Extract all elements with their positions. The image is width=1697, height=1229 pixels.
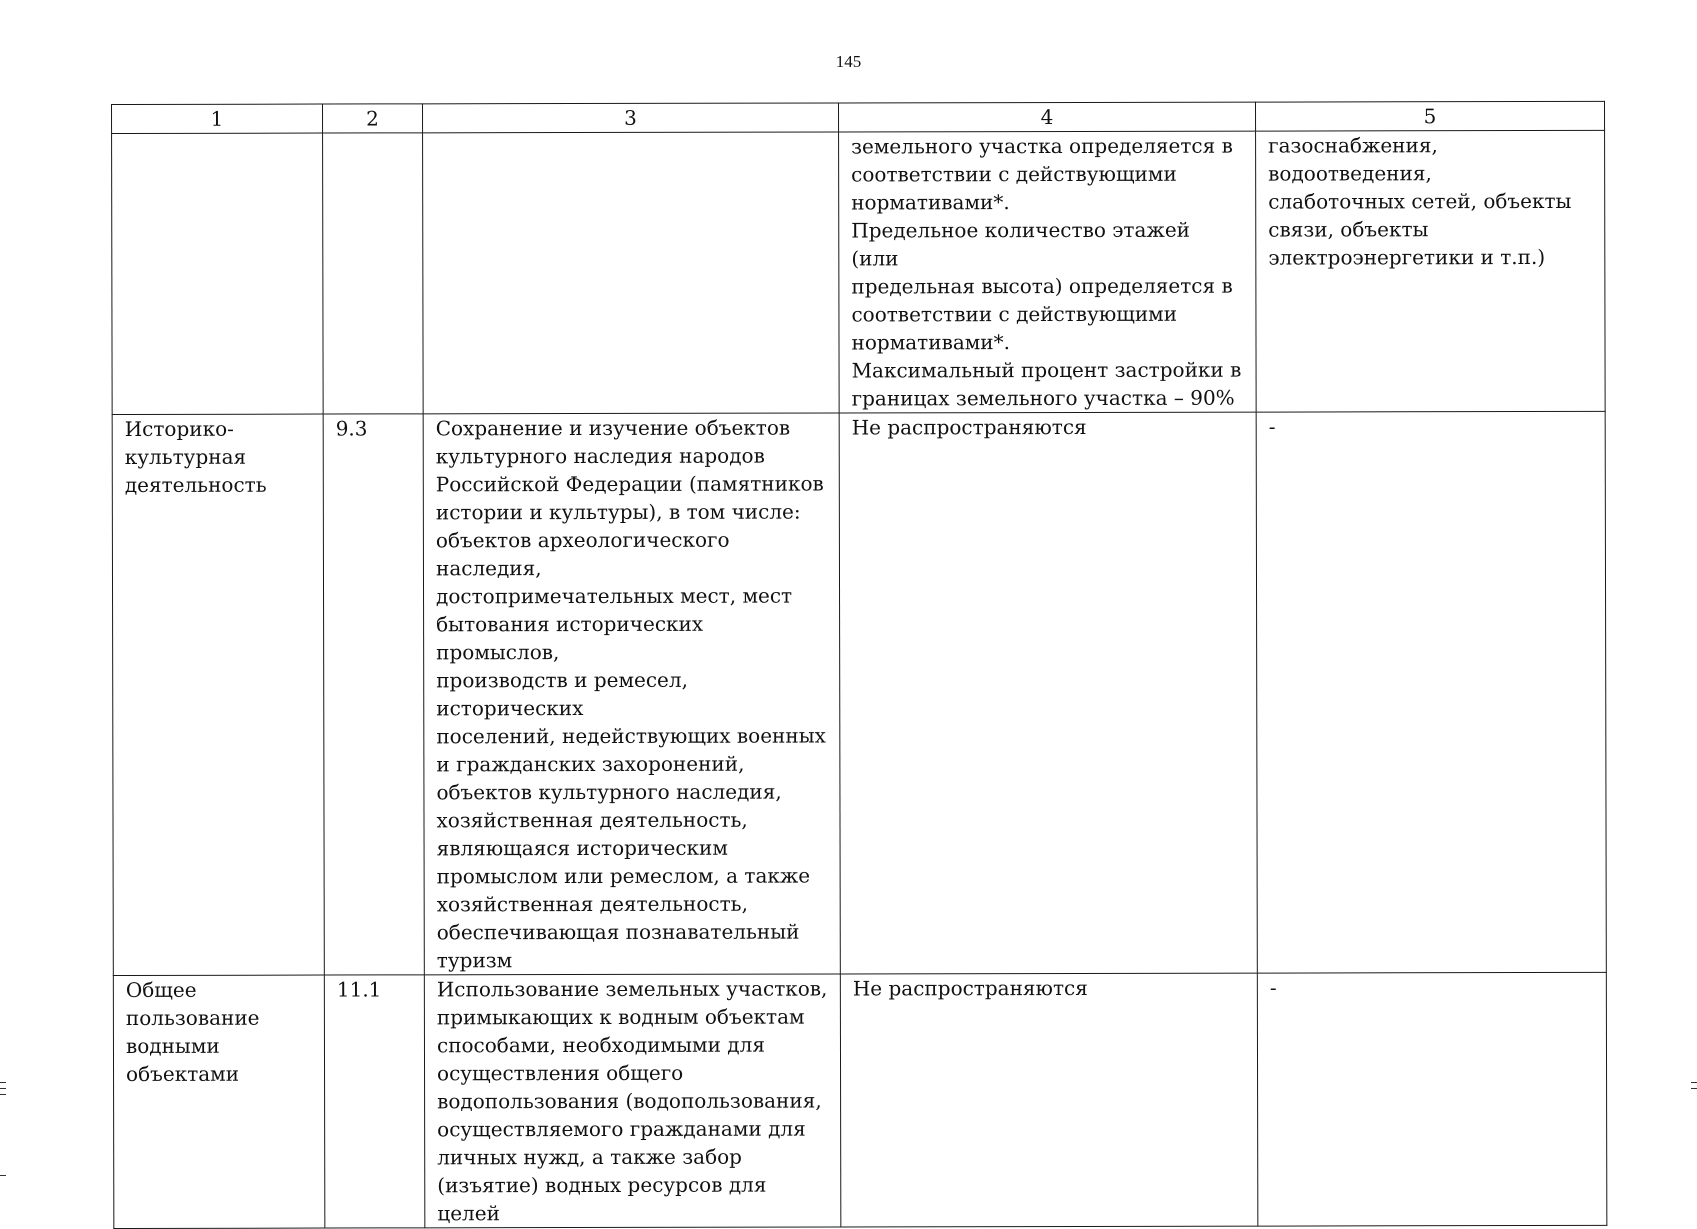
- land-use-name-cell: Историко- культурная деятельность: [112, 414, 324, 975]
- parameters-cell: Не распространяются: [840, 973, 1258, 1227]
- notes-cell: газоснабжения, водоотведения, слаботочных сетей, объекты связи, объекты электроэнергетики и т.п.): [1256, 130, 1606, 412]
- scan-edge-mark: [0, 1094, 6, 1095]
- land-use-name-cell: [112, 133, 324, 414]
- code-cell: 9.3: [323, 414, 424, 975]
- description-cell: Использование земельных участков, примыкающих к водным объектам способами, необходимыми для осуществления общего водопользования (водопользования, осуществляемого гражданами для личных нужд, а также забор (изъятие) водных ресурсов для целей: [424, 974, 841, 1228]
- header-cell-4: 4: [838, 102, 1255, 132]
- code-cell: [323, 133, 424, 414]
- scan-edge-mark: [0, 1088, 6, 1089]
- description-cell: Сохранение и изучение объектов культурного наследия народов Российской Федерации (памятников истории и культуры), в том числе: объектов археологического наследия, достопримечательных мест, мест бытования исторических промыслов, производств и ремесел, исторических поселений, недействующих военных и гражданских захоронений, объектов культурного наследия, хозяйственная деятельность, являющаяся историческим промыслом или ремеслом, а также хозяйственная деятельность, обеспечивающая познавательный туризм: [423, 413, 840, 975]
- table-row: [112, 130, 1606, 414]
- scan-edge-mark: [0, 1175, 6, 1176]
- description-cell: [423, 132, 840, 414]
- land-use-name-cell: Общее пользование водными объектами: [113, 975, 325, 1228]
- notes-cell: -: [1256, 411, 1606, 973]
- code-cell: 11.1: [324, 975, 425, 1228]
- scan-edge-mark: [0, 1082, 6, 1083]
- table-row: [112, 411, 1606, 975]
- notes-cell: -: [1257, 972, 1607, 1226]
- scan-edge-mark: [1691, 1082, 1697, 1083]
- table-header-row: [112, 101, 1605, 133]
- land-use-table: [111, 101, 1607, 1229]
- header-cell-5: 5: [1255, 101, 1604, 131]
- parameters-cell: земельного участка определяется в соответствии с действующими нормативами*. Предельное количество этажей (или предельная высота) определяется в соответствии с действующими нормативами*. Максимальный процент застройки в границах земельного участка – 90%: [839, 131, 1257, 413]
- parameters-cell: Не распространяются: [839, 412, 1257, 974]
- header-cell-2: 2: [323, 104, 423, 133]
- scan-edge-mark: [1691, 1088, 1697, 1089]
- header-cell-3: 3: [423, 103, 839, 133]
- page-number: 145: [835, 52, 862, 71]
- table-row: [113, 972, 1607, 1228]
- header-cell-1: 1: [112, 104, 323, 133]
